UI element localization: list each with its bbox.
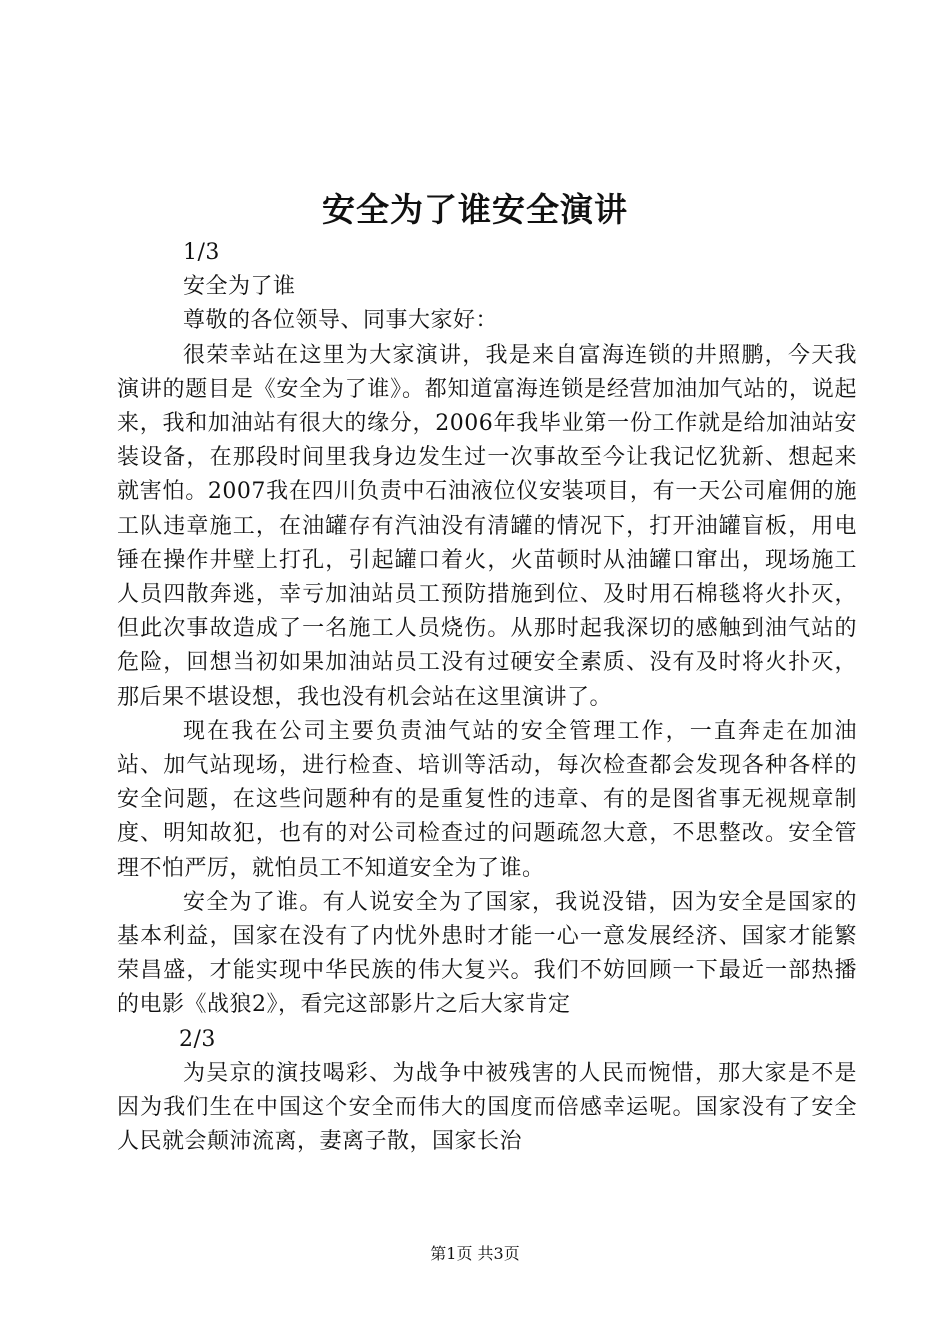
speech-heading: 安全为了谁	[183, 274, 296, 300]
paragraph-management: 现在我在公司主要负责油气站的安全管理工作，一直奔走在加油站、加气站现场，进行检查、培训等活动，每次检查都会发现各种各样的安全问题，在这些问题种有的是重复性的违章、有的是图省事无视规章制度、明知故犯，也有的对公司检查过的问题疏忽大意，不思整改。安全管理不怕严厉，就怕员工不知道安全为了谁。	[117, 718, 857, 881]
paragraph-continued: 为吴京的演技喝彩、为战争中被残害的人民而惋惜，那大家是不是因为我们生在中国这个安全而伟大的国度而倍感幸运呢。国家没有了安全人民就会颠沛流离，妻离子散，国家长治	[117, 1060, 857, 1155]
page-footer: 第1页 共3页	[430, 1244, 520, 1263]
paragraph-intro: 很荣幸站在这里为大家演讲，我是来自富海连锁的井照鹏，今天我演讲的题目是《安全为了谁》。都知道富海连锁是经营加油加气站的，说起来，我和加油站有很大的缘分，2006年我毕业第一份工作就是给加油站安装设备，在那段时间里我身边发生过一次事故至今让我记忆犹新、想起来就害怕。2007我在四川负责中石油液位仪安装项目，有一天公司雇佣的施工队违章施工，在油罐存有汽油没有清罐的情况下，打开油罐盲板，用电锤在操作井壁上打孔，引起罐口着火，火苗顿时从油罐口窜出，现场施工人员四散奔逃，幸亏加油站员工预防措施到位、及时用石棉毯将火扑灭，但此次事故造成了一名施工人员烧伤。从那时起我深切的感触到油气站的危险，回想当初如果加油站员工没有过硬安全素质、没有及时将火扑灭，那后果不堪设想，我也没有机会站在这里演讲了。	[117, 342, 857, 710]
salutation: 尊敬的各位领导、同事大家好：	[183, 308, 499, 334]
paragraph-nation: 安全为了谁。有人说安全为了国家，我说没错，因为安全是国家的基本利益，国家在没有了内忧外患时才能一心一意发展经济、国家才能繁荣昌盛，才能实现中华民族的伟大复兴。我们不妨回顾一下最近一部热播的电影《战狼2》，看完这部影片之后大家肯定	[117, 889, 857, 1018]
document-body	[117, 236, 857, 1159]
document-title: 安全为了谁安全演讲	[322, 190, 628, 229]
page-marker-1: 1/3	[183, 240, 220, 265]
page-marker-2: 2/3	[179, 1026, 216, 1052]
